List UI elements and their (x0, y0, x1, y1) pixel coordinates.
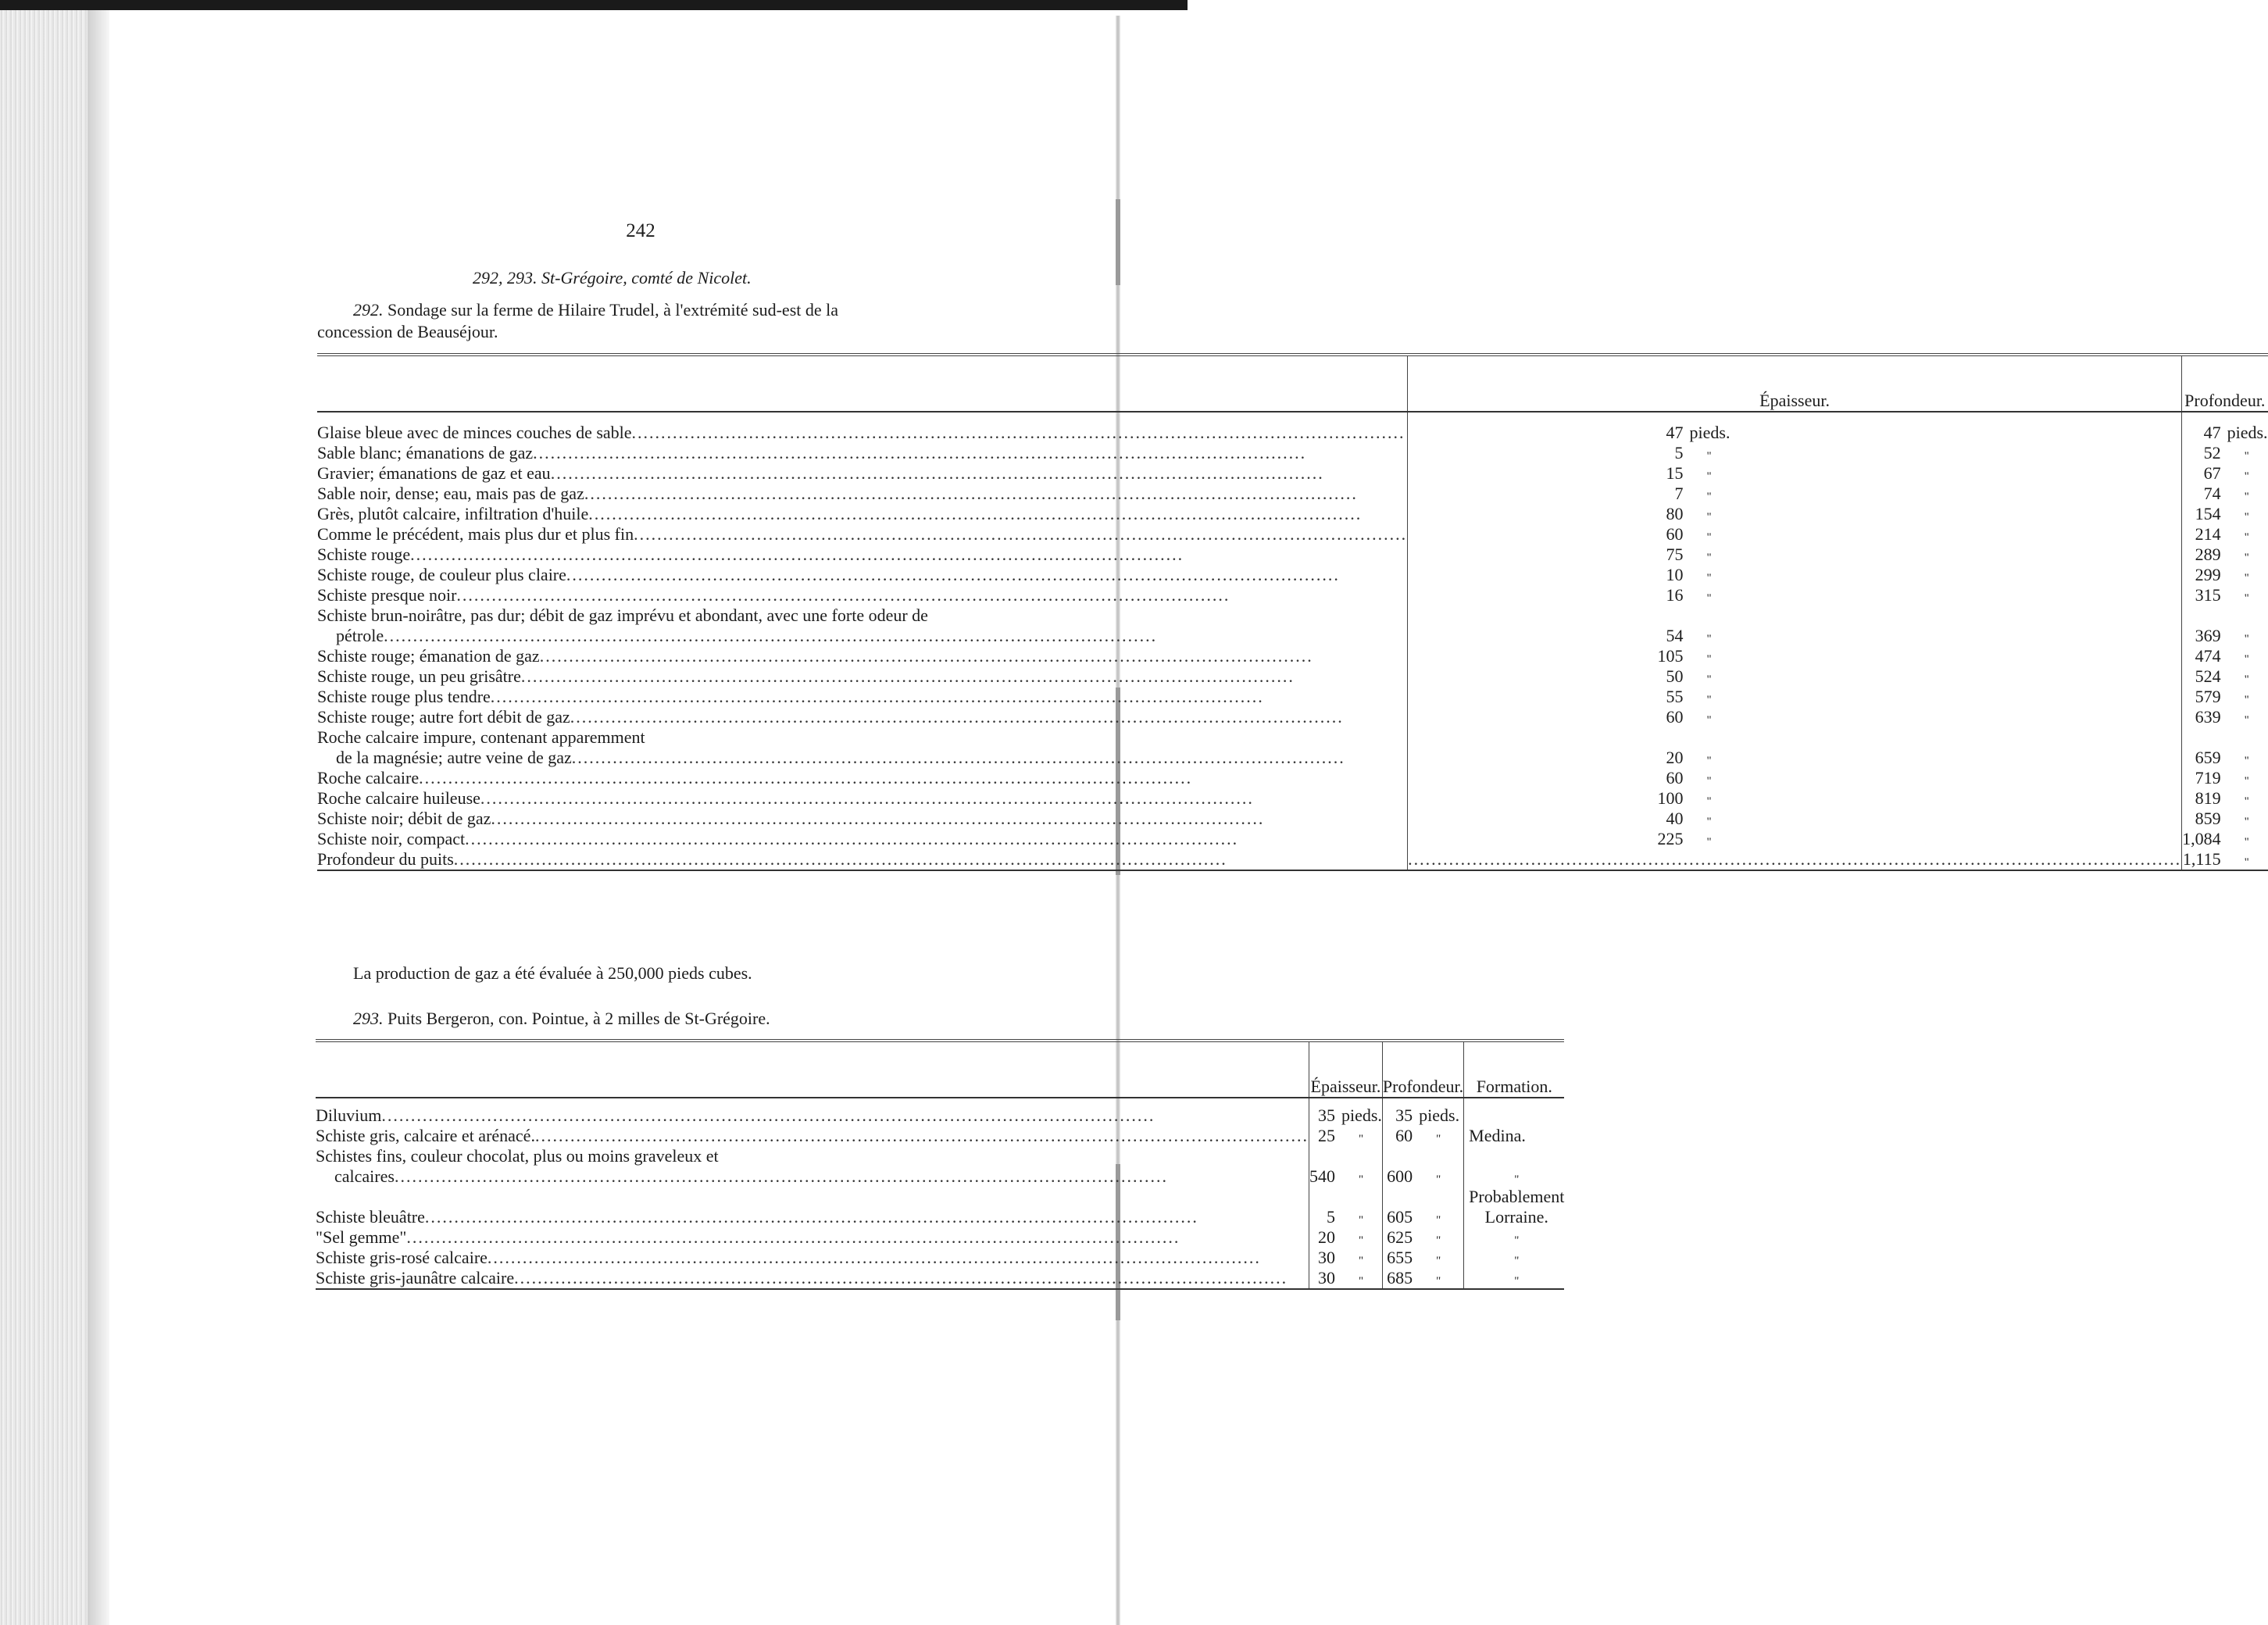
depth-unit: pieds. (1419, 1105, 1460, 1125)
formation-value: " (1464, 1227, 1565, 1248)
depth-value: 1,084 (2182, 829, 2221, 848)
depth-unit: " (2244, 653, 2249, 666)
well-293-number: 293. (353, 1009, 384, 1028)
leader-dots (551, 463, 1407, 484)
depth-value: 52 (2182, 443, 2221, 463)
table-row (317, 545, 2268, 565)
thickness-unit: " (1335, 1268, 1382, 1289)
thickness-unit: pieds. (1341, 1105, 1382, 1125)
table-header-row (316, 1041, 1564, 1098)
depth-value: 315 (2182, 585, 2221, 605)
thickness-unit: " (1706, 795, 1712, 808)
table-row (317, 484, 2268, 504)
thickness-value: 80 (1408, 504, 1684, 524)
well-292-intro (317, 299, 958, 343)
layer-description-text: Roche calcaire impure, contenant apparemment (317, 727, 645, 747)
thickness-unit: " (1358, 1214, 1364, 1227)
leader-dots (570, 707, 1407, 727)
table-row (316, 1227, 1564, 1248)
thickness-value: 60 (1408, 707, 1684, 727)
layer-description-text: Schiste rouge, de couleur plus claire (317, 565, 566, 584)
table-row (317, 788, 2268, 809)
layer-description-text: Roche calcaire (317, 768, 420, 788)
layer-description-text: Schistes fins, couleur chocolat, plus ou moins graveleux et (316, 1146, 719, 1166)
thickness-unit: " (1358, 1133, 1364, 1145)
leader-dots (572, 748, 1407, 768)
depth-value: 579 (2182, 687, 2221, 707)
depth-value: 154 (2182, 504, 2221, 524)
leader-dots (632, 423, 1408, 443)
layer-description-text: Diluvium (316, 1105, 382, 1125)
formation-header: Formation. (1464, 1041, 1565, 1098)
layer-description-text: Sable noir, dense; eau, mais pas de gaz (317, 484, 584, 503)
thickness-unit: " (1706, 552, 1712, 564)
leader-dots (454, 849, 1407, 870)
layer-description-text: Schiste bleuâtre (316, 1207, 425, 1227)
well-292-log-table (317, 353, 2268, 871)
depth-unit: " (2244, 470, 2249, 483)
thickness-unit: " (1358, 1255, 1364, 1267)
leader-dots (521, 666, 1407, 687)
thickness-value (1408, 849, 2182, 870)
depth-value: 524 (2182, 666, 2221, 687)
depth-unit: " (2221, 849, 2268, 870)
table-row (316, 1187, 1564, 1227)
thickness-unit: " (1706, 816, 1712, 828)
layer-description-text: Schiste rouge (317, 545, 411, 564)
leader-dots (566, 565, 1407, 585)
layer-description (316, 1268, 1309, 1289)
leader-dots (406, 1227, 1309, 1248)
thickness-unit: " (1706, 714, 1712, 727)
thickness-unit: pieds. (1689, 423, 1730, 442)
layer-description-end: calcaires (334, 1166, 395, 1186)
thickness-unit: " (1706, 450, 1712, 462)
table-row (316, 1268, 1564, 1289)
depth-value: 600 (1382, 1146, 1413, 1187)
thickness-value: 540 (1309, 1146, 1335, 1187)
thickness-value: 40 (1408, 809, 1684, 829)
depth-header: Profondeur. (2182, 355, 2268, 412)
thickness-value: 225 (1408, 829, 1684, 849)
layer-description-text: Profondeur du puits (317, 849, 454, 869)
depth-unit: " (2244, 795, 2249, 808)
layer-description-text: Schiste presque noir (317, 585, 457, 605)
table-row (317, 524, 2268, 545)
thickness-value: 5 (1408, 443, 1684, 463)
layer-description-end: pétrole (336, 626, 384, 645)
layer-description (317, 646, 1408, 666)
formation-value (1464, 1098, 1565, 1126)
leader-dots (584, 484, 1407, 504)
table-row (317, 666, 2268, 687)
depth-header: Profondeur. (1382, 1041, 1463, 1098)
layer-description (317, 585, 1408, 605)
thickness-unit: " (1706, 491, 1712, 503)
depth-value: 719 (2182, 768, 2221, 788)
depth-value: 819 (2182, 788, 2221, 809)
layer-description-text: Grès, plutôt calcaire, infiltration d'huile (317, 504, 589, 523)
layer-description-text: Glaise bleue avec de minces couches de sable (317, 423, 632, 442)
leader-dots (540, 646, 1407, 666)
thickness-value: 5 (1309, 1187, 1335, 1227)
table-row (317, 849, 2268, 870)
thickness-value: 15 (1408, 463, 1684, 484)
leader-dots (1408, 849, 2181, 869)
depth-unit: " (1436, 1255, 1441, 1267)
well-293-log-table (316, 1039, 1564, 1290)
layer-description (317, 727, 1408, 768)
layer-description (317, 484, 1408, 504)
gas-production-note: La production de gaz a été évaluée à 250,000 pieds cubes. (353, 963, 752, 983)
layer-description-text: Schiste rouge plus tendre (317, 687, 491, 706)
depth-unit: " (2244, 816, 2249, 828)
leader-dots (425, 1207, 1309, 1227)
leader-dots (491, 809, 1407, 829)
thickness-value: 35 (1309, 1098, 1335, 1126)
section-title: 292, 293. St-Grégoire, comté de Nicolet. (473, 268, 752, 288)
depth-value: 60 (1382, 1126, 1413, 1146)
depth-unit: " (2244, 714, 2249, 727)
layer-description-text: Schiste rouge; autre fort débit de gaz (317, 707, 570, 727)
table-row (316, 1098, 1564, 1126)
thickness-value: 75 (1408, 545, 1684, 565)
thickness-unit: " (1706, 653, 1712, 666)
depth-unit: " (2244, 836, 2249, 848)
thickness-value: 10 (1408, 565, 1684, 585)
leader-dots (480, 788, 1407, 809)
well-292-description-1: Sondage sur la ferme de Hilaire Trudel, à l'extrémité sud-est de la (388, 300, 839, 320)
depth-unit: " (2244, 694, 2249, 706)
depth-unit: " (1436, 1214, 1441, 1227)
layer-description-end: de la magnésie; autre veine de gaz (336, 748, 572, 767)
depth-value: 474 (2182, 646, 2221, 666)
layer-description-text: Sable blanc; émanations de gaz (317, 443, 534, 462)
table-row (317, 707, 2268, 727)
layer-description (317, 829, 1408, 849)
thickness-unit: " (1358, 1173, 1364, 1186)
depth-unit: " (1436, 1173, 1441, 1186)
depth-unit: " (2244, 552, 2249, 564)
formation-value: " (1464, 1146, 1565, 1187)
table-row (317, 504, 2268, 524)
table-row (316, 1146, 1564, 1187)
layer-description (317, 504, 1408, 524)
leader-dots (488, 1248, 1309, 1268)
thickness-unit: " (1706, 836, 1712, 848)
depth-unit: " (2244, 572, 2249, 584)
depth-unit: " (1436, 1234, 1441, 1247)
page-number: 242 (626, 220, 655, 241)
layer-description (316, 1248, 1309, 1268)
thickness-value: 60 (1408, 768, 1684, 788)
leader-dots (514, 1268, 1309, 1288)
depth-unit: " (2244, 511, 2249, 523)
thickness-unit: " (1358, 1234, 1364, 1247)
depth-value: 67 (2182, 463, 2221, 484)
thickness-value: 20 (1309, 1227, 1335, 1248)
thickness-value: 47 (1408, 412, 1684, 443)
thickness-unit: " (1706, 694, 1712, 706)
table-row (317, 809, 2268, 829)
thickness-value: 55 (1408, 687, 1684, 707)
layer-description-text: Schiste noir; débit de gaz (317, 809, 491, 828)
layer-description-text: Comme le précédent, mais plus dur et plus fin (317, 524, 634, 544)
thickness-value: 54 (1408, 605, 1684, 646)
formation-value: " (1464, 1268, 1565, 1289)
depth-unit: " (2244, 673, 2249, 686)
depth-value: 369 (2182, 605, 2221, 646)
leader-dots (533, 443, 1407, 463)
layer-description (316, 1098, 1309, 1126)
table-row (317, 463, 2268, 484)
table-row (317, 829, 2268, 849)
depth-unit: " (2244, 633, 2249, 645)
right-edge-mark (1116, 199, 1120, 285)
thickness-value: 30 (1309, 1248, 1335, 1268)
depth-unit: " (2244, 531, 2249, 544)
thickness-unit: " (1706, 572, 1712, 584)
layer-description (317, 849, 1408, 870)
layer-description (316, 1227, 1309, 1248)
leader-dots (588, 504, 1407, 524)
layer-description (317, 545, 1408, 565)
table-row (317, 565, 2268, 585)
layer-description (317, 412, 1408, 443)
thickness-unit: " (1706, 633, 1712, 645)
layer-description (317, 687, 1408, 707)
layer-description (317, 443, 1408, 463)
layer-description-text: Schiste gris, calcaire et arénacé. (316, 1126, 535, 1145)
table-row (317, 412, 2268, 443)
depth-value: 605 (1382, 1187, 1413, 1227)
layer-description (316, 1187, 1309, 1227)
layer-description-text: Schiste noir, compact (317, 829, 466, 848)
well-292-description-2: concession de Beauséjour. (317, 322, 498, 341)
depth-unit: " (2244, 775, 2249, 788)
layer-description (317, 707, 1408, 727)
thickness-value: 50 (1408, 666, 1684, 687)
table-row (317, 605, 2268, 646)
thickness-value: 60 (1408, 524, 1684, 545)
thickness-header: Épaisseur. (1408, 355, 2182, 412)
table-row (317, 768, 2268, 788)
well-293-description: Puits Bergeron, con. Pointue, à 2 milles de St-Grégoire. (388, 1009, 770, 1028)
layer-description (317, 463, 1408, 484)
depth-value: 655 (1382, 1248, 1413, 1268)
layer-description (316, 1126, 1309, 1146)
depth-unit: " (2244, 491, 2249, 503)
depth-value: 1,115 (2182, 849, 2221, 869)
layer-description (317, 524, 1408, 545)
thickness-value: 25 (1309, 1126, 1335, 1146)
thickness-unit: " (1706, 511, 1712, 523)
depth-unit: " (1436, 1133, 1441, 1145)
thickness-unit: " (1706, 531, 1712, 544)
thickness-value: 100 (1408, 788, 1684, 809)
layer-description-text: Schiste brun-noirâtre, pas dur; débit de gaz imprévu et abondant, avec une forte odeur de (317, 605, 928, 625)
table-row (316, 1126, 1564, 1146)
formation-value: Probablement Lorraine. (1464, 1187, 1565, 1227)
layer-description (317, 768, 1408, 788)
table-header-row (317, 355, 2268, 412)
thickness-value: 30 (1309, 1268, 1335, 1289)
formation-value: " (1464, 1248, 1565, 1268)
layer-description (317, 809, 1408, 829)
leader-dots (384, 626, 1407, 646)
thickness-value: 20 (1408, 727, 1684, 768)
depth-unit: " (1413, 1268, 1464, 1289)
book-gutter-shadow (88, 10, 109, 1625)
table-row (317, 687, 2268, 707)
layer-description (317, 605, 1408, 646)
leader-dots (491, 687, 1407, 707)
depth-value: 299 (2182, 565, 2221, 585)
layer-description (317, 565, 1408, 585)
layer-description-text: "Sel gemme" (316, 1227, 407, 1247)
table-row (317, 443, 2268, 463)
leader-dots (419, 768, 1407, 788)
table-row (317, 585, 2268, 605)
well-292-number: 292. (353, 300, 384, 320)
depth-unit: " (2244, 755, 2249, 767)
thickness-unit: " (1706, 470, 1712, 483)
leader-dots (395, 1166, 1309, 1187)
scan-top-border (0, 0, 1188, 10)
table-row (317, 646, 2268, 666)
depth-value: 289 (2182, 545, 2221, 565)
depth-unit: pieds. (2227, 423, 2268, 442)
layer-description (316, 1146, 1309, 1187)
leader-dots (456, 585, 1407, 605)
layer-description-text: Schiste gris-jaunâtre calcaire (316, 1268, 515, 1288)
leader-dots (381, 1105, 1309, 1126)
leader-dots (410, 545, 1407, 565)
table-row (316, 1248, 1564, 1268)
depth-value: 47 (2182, 412, 2221, 443)
leader-dots (465, 829, 1407, 849)
thickness-unit: " (1706, 673, 1712, 686)
thickness-value: 16 (1408, 585, 1684, 605)
layer-description-text: Schiste gris-rosé calcaire (316, 1248, 488, 1267)
layer-description-text: Schiste rouge; émanation de gaz (317, 646, 540, 666)
leader-dots (634, 524, 1407, 545)
depth-unit: " (2244, 450, 2249, 462)
thickness-value: 105 (1408, 646, 1684, 666)
formation-value: Medina. (1464, 1126, 1565, 1146)
thickness-unit: " (1706, 755, 1712, 767)
layer-description-text: Schiste rouge, un peu grisâtre (317, 666, 521, 686)
thickness-unit: " (1706, 592, 1712, 605)
depth-value: 685 (1382, 1268, 1413, 1289)
layer-description-text: Gravier; émanations de gaz et eau (317, 463, 551, 483)
depth-value: 625 (1382, 1227, 1413, 1248)
layer-description (317, 666, 1408, 687)
depth-value: 639 (2182, 707, 2221, 727)
thickness-unit: " (1706, 775, 1712, 788)
depth-value: 35 (1382, 1098, 1413, 1126)
depth-value: 859 (2182, 809, 2221, 829)
layer-description (317, 788, 1408, 809)
layer-description-text: Roche calcaire huileuse (317, 788, 480, 808)
depth-value: 74 (2182, 484, 2221, 504)
table-row (317, 727, 2268, 768)
depth-unit: " (2244, 592, 2249, 605)
depth-value: 214 (2182, 524, 2221, 545)
well-293-intro (317, 1008, 958, 1030)
thickness-value: 7 (1408, 484, 1684, 504)
thickness-header: Épaisseur. (1309, 1041, 1382, 1098)
depth-value: 659 (2182, 727, 2221, 768)
leader-dots (535, 1126, 1309, 1146)
